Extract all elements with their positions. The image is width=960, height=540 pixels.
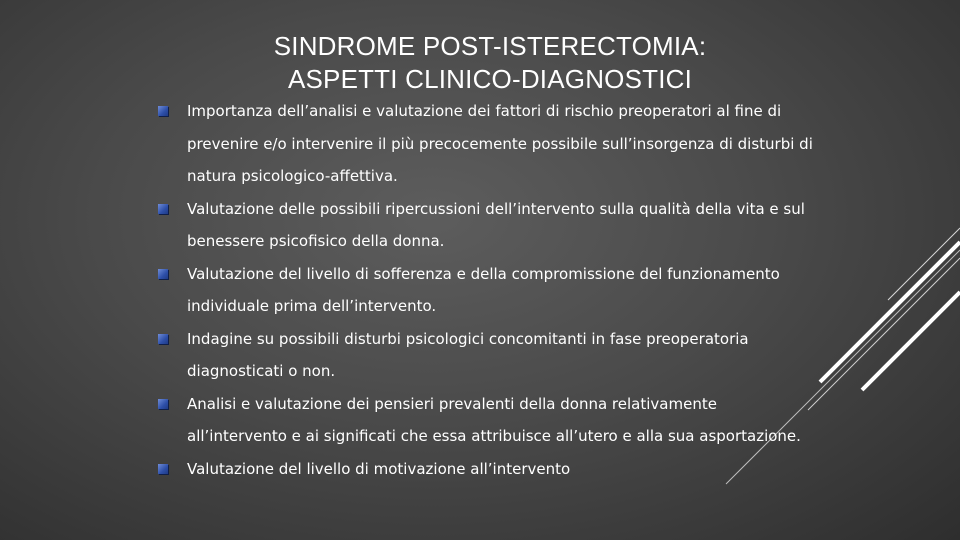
title-line-1: SINDROME POST-ISTERECTOMIA:	[273, 31, 707, 61]
square-bullet-icon	[158, 464, 168, 474]
title-line-2: ASPETTI CLINICO-DIAGNOSTICI	[287, 64, 693, 94]
slide-title	[190, 30, 790, 96]
bullet-text: Analisi e valutazione dei pensieri prevalenti della donna relativamente all’intervento e ai significati che essa attribuisce all’utero e alla sua asportazione.	[187, 394, 801, 445]
bullet-text: Valutazione del livello di sofferenza e della compromissione del funzionamento individuale prima dell’intervento.	[187, 264, 780, 315]
bullet-text: Valutazione delle possibili ripercussioni dell’intervento sulla qualità della vita e sul benessere psicofisico della donna.	[187, 199, 805, 250]
list-item	[158, 388, 818, 453]
list-item	[158, 193, 818, 258]
square-bullet-icon	[158, 269, 168, 279]
bullet-text: Importanza dell’analisi e valutazione dei fattori di rischio preoperatori al fine di prevenire e/o intervenire il più precocemente possibile sull’insorgenza di disturbi di natura psicologico-affettiva.	[187, 102, 813, 185]
list-item	[158, 258, 818, 323]
bullet-list	[158, 95, 818, 485]
bullet-text: Indagine su possibili disturbi psicologici concomitanti in fase preoperatoria diagnosticati o non.	[187, 329, 749, 380]
square-bullet-icon	[158, 399, 168, 409]
square-bullet-icon	[158, 106, 168, 116]
bullet-text: Valutazione del livello di motivazione all’intervento	[187, 459, 571, 478]
square-bullet-icon	[158, 204, 168, 214]
list-item	[158, 453, 818, 486]
list-item	[158, 323, 818, 388]
list-item	[158, 95, 818, 193]
square-bullet-icon	[158, 334, 168, 344]
